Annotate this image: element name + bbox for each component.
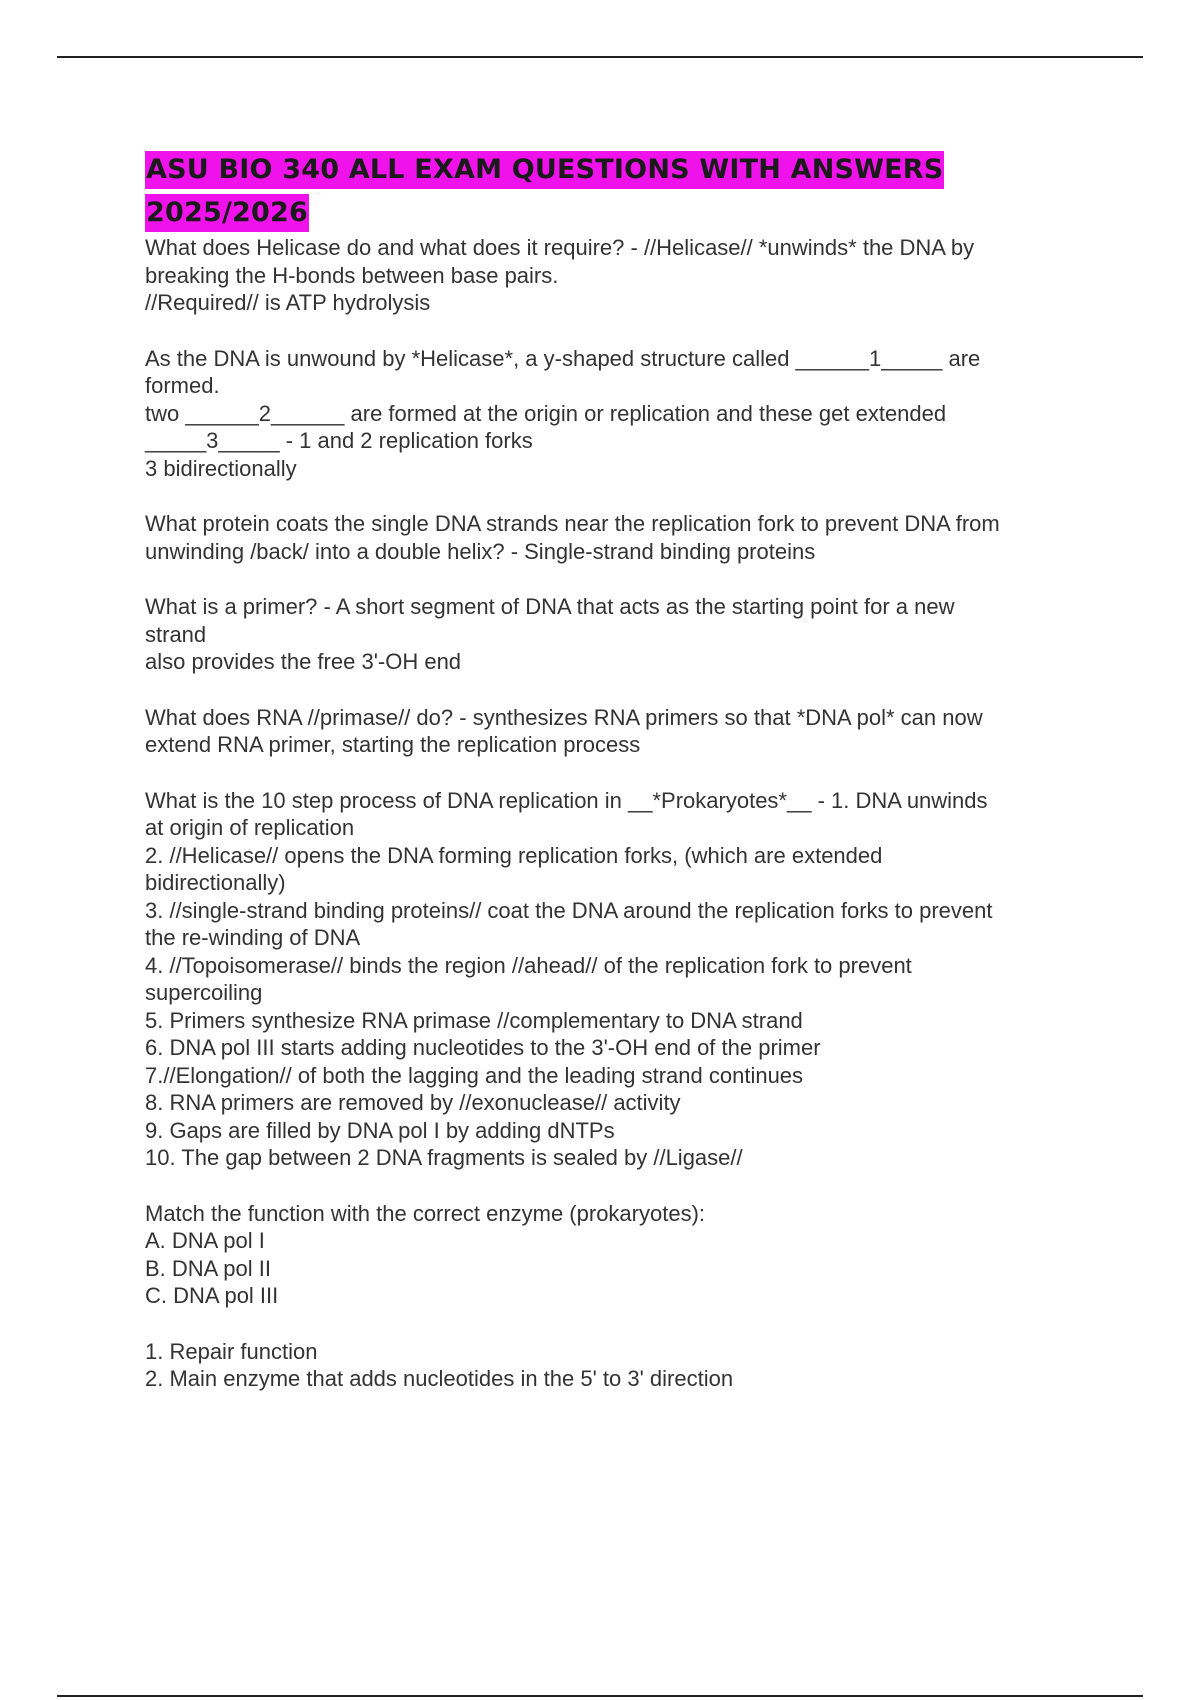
text-line: bidirectionally) <box>145 870 286 895</box>
text-line: 2. Main enzyme that adds nucleotides in the 5' to 3' direction <box>145 1366 734 1391</box>
text-line: unwinding /back/ into a double helix? - Single-strand binding proteins <box>145 538 816 564</box>
text-line: two ______2______ are formed at the origin or replication and these get extended <box>145 400 947 426</box>
text-line: 5. Primers synthesize RNA primase //complementary to DNA strand <box>145 1007 803 1033</box>
text-line: What does Helicase do and what does it require? - //Helicase// *unwinds* the DNA by <box>145 235 975 260</box>
text-line: 1. Repair function <box>145 1338 318 1364</box>
text-line: As the DNA is unwound by *Helicase*, a y-shaped structure called ______1_____ are <box>145 345 981 371</box>
document-body <box>145 148 1105 1421</box>
text-line: 3. //single-strand binding proteins// coat the DNA around the replication forks to prevent <box>145 897 993 923</box>
question-list <box>145 234 1105 1393</box>
qa-block <box>145 1200 1105 1310</box>
text-line: also provides the free 3'-OH end <box>145 649 462 674</box>
text-line: formed. <box>145 373 220 398</box>
qa-block <box>145 510 1105 565</box>
text-line: the re-winding of DNA <box>145 925 361 950</box>
document-title <box>145 148 1105 234</box>
text-line: What is the 10 step process of DNA replication in __*Prokaryotes*__ - 1. DNA unwinds <box>145 787 988 813</box>
qa-block <box>145 345 1105 483</box>
qa-block <box>145 787 1105 1172</box>
text-line: 8. RNA primers are removed by //exonuclease// activity <box>145 1090 681 1115</box>
text-line: 2. //Helicase// opens the DNA forming replication forks, (which are extended <box>145 842 883 868</box>
qa-block <box>145 234 1105 317</box>
text-line: What protein coats the single DNA strands near the replication fork to prevent DNA from <box>145 511 1000 536</box>
text-line: 6. DNA pol III starts adding nucleotides to the 3'-OH end of the primer <box>145 1035 821 1060</box>
text-line: _____3_____ - 1 and 2 replication forks <box>145 428 533 453</box>
text-line: breaking the H-bonds between base pairs. <box>145 262 559 288</box>
text-line: What does RNA //primase// do? - synthesizes RNA primers so that *DNA pol* can now <box>145 704 983 730</box>
text-line: 4. //Topoisomerase// binds the region //ahead// of the replication fork to prevent <box>145 952 912 978</box>
text-line: B. DNA pol II <box>145 1255 271 1281</box>
top-divider <box>57 56 1143 58</box>
title-line-1: ASU BIO 340 ALL EXAM QUESTIONS WITH ANSWERS <box>145 151 944 189</box>
text-line: //Required// is ATP hydrolysis <box>145 290 431 315</box>
qa-block <box>145 593 1105 676</box>
text-line: C. DNA pol III <box>145 1283 279 1308</box>
text-line: 10. The gap between 2 DNA fragments is sealed by //Ligase// <box>145 1145 743 1170</box>
text-line: strand <box>145 621 207 647</box>
text-line: A. DNA pol I <box>145 1228 265 1253</box>
qa-block <box>145 704 1105 759</box>
text-line: Match the function with the correct enzyme (prokaryotes): <box>145 1200 706 1226</box>
text-line: at origin of replication <box>145 815 355 840</box>
text-line: extend RNA primer, starting the replication process <box>145 732 641 757</box>
qa-block <box>145 1338 1105 1393</box>
text-line: 7.//Elongation// of both the lagging and the leading strand continues <box>145 1062 804 1088</box>
text-line: supercoiling <box>145 980 263 1005</box>
title-line-2: 2025/2026 <box>145 194 309 232</box>
text-line: 3 bidirectionally <box>145 455 297 481</box>
text-line: What is a primer? - A short segment of DNA that acts as the starting point for a new <box>145 594 955 619</box>
text-line: 9. Gaps are filled by DNA pol I by adding dNTPs <box>145 1117 615 1143</box>
bottom-divider <box>57 1695 1143 1697</box>
